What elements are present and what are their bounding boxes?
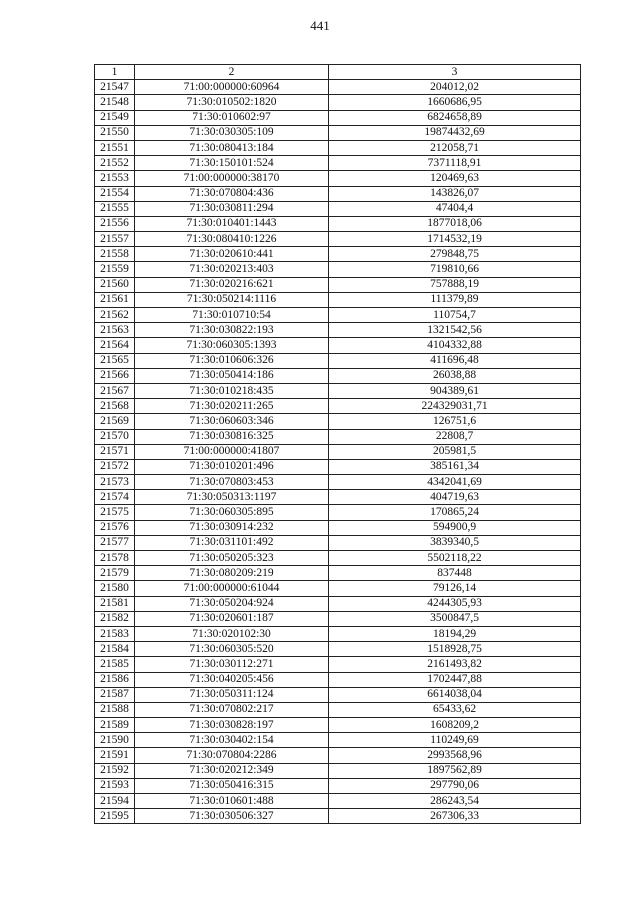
table-row [95, 596, 581, 611]
table-row [95, 718, 581, 733]
row-number-cell: 21570 [95, 429, 135, 444]
row-number-cell: 21554 [95, 186, 135, 201]
row-number-cell: 21591 [95, 748, 135, 763]
row-number-cell: 21594 [95, 794, 135, 809]
value-cell: 719810,66 [329, 262, 581, 277]
cadastral-number-cell: 71:30:050416:315 [135, 778, 329, 793]
row-number-cell: 21550 [95, 125, 135, 140]
row-number-cell: 21568 [95, 399, 135, 414]
row-number-cell: 21549 [95, 110, 135, 125]
value-cell: 1877018,06 [329, 216, 581, 231]
table-row [95, 368, 581, 383]
table-row [95, 399, 581, 414]
table-row [95, 505, 581, 520]
row-number-cell: 21577 [95, 535, 135, 550]
value-cell: 1608209,2 [329, 718, 581, 733]
cadastral-number-cell: 71:30:020211:265 [135, 399, 329, 414]
cadastral-number-cell: 71:30:020102:30 [135, 626, 329, 641]
cadastral-number-cell: 71:30:080209:219 [135, 566, 329, 581]
cadastral-number-cell: 71:30:070802:217 [135, 702, 329, 717]
cadastral-number-cell: 71:30:010606:326 [135, 353, 329, 368]
table-row [95, 566, 581, 581]
table-row [95, 429, 581, 444]
table-row [95, 323, 581, 338]
value-cell: 26038,88 [329, 368, 581, 383]
cadastral-number-cell: 71:30:030402:154 [135, 733, 329, 748]
cadastral-number-cell: 71:30:050205:323 [135, 551, 329, 566]
row-number-cell: 21547 [95, 80, 135, 95]
cadastral-number-cell: 71:30:150101:524 [135, 156, 329, 171]
row-number-cell: 21559 [95, 262, 135, 277]
column-header-2: 2 [135, 65, 329, 80]
row-number-cell: 21567 [95, 383, 135, 398]
row-number-cell: 21561 [95, 292, 135, 307]
cadastral-number-cell: 71:30:080413:184 [135, 140, 329, 155]
table-row [95, 201, 581, 216]
row-number-cell: 21585 [95, 657, 135, 672]
table-row [95, 156, 581, 171]
cadastral-number-cell: 71:30:030811:294 [135, 201, 329, 216]
table-header-row [95, 65, 581, 80]
cadastral-number-cell: 71:30:080410:1226 [135, 232, 329, 247]
row-number-cell: 21592 [95, 763, 135, 778]
row-number-cell: 21587 [95, 687, 135, 702]
table-row [95, 459, 581, 474]
table-row [95, 475, 581, 490]
row-number-cell: 21560 [95, 277, 135, 292]
table-row [95, 657, 581, 672]
table-body [95, 80, 581, 824]
row-number-cell: 21564 [95, 338, 135, 353]
value-cell: 204012,02 [329, 80, 581, 95]
cadastral-number-cell: 71:30:030816:325 [135, 429, 329, 444]
cadastral-number-cell: 71:30:030506:327 [135, 809, 329, 824]
value-cell: 79126,14 [329, 581, 581, 596]
value-cell: 4104332,88 [329, 338, 581, 353]
row-number-cell: 21555 [95, 201, 135, 216]
column-header-1: 1 [95, 65, 135, 80]
value-cell: 6824658,89 [329, 110, 581, 125]
table-row [95, 247, 581, 262]
cadastral-number-cell: 71:30:050313:1197 [135, 490, 329, 505]
value-cell: 594900,9 [329, 520, 581, 535]
value-cell: 385161,34 [329, 459, 581, 474]
table-row [95, 140, 581, 155]
row-number-cell: 21551 [95, 140, 135, 155]
value-cell: 1714532,19 [329, 232, 581, 247]
row-number-cell: 21590 [95, 733, 135, 748]
table-row [95, 490, 581, 505]
table-row [95, 702, 581, 717]
row-number-cell: 21578 [95, 551, 135, 566]
table-row [95, 383, 581, 398]
cadastral-number-cell: 71:30:020601:187 [135, 611, 329, 626]
row-number-cell: 21565 [95, 353, 135, 368]
cadastral-number-cell: 71:30:070804:436 [135, 186, 329, 201]
cadastral-number-cell: 71:30:030305:109 [135, 125, 329, 140]
value-cell: 1321542,56 [329, 323, 581, 338]
table-row [95, 186, 581, 201]
cadastral-number-cell: 71:30:010602:97 [135, 110, 329, 125]
row-number-cell: 21573 [95, 475, 135, 490]
table-row [95, 809, 581, 824]
row-number-cell: 21571 [95, 444, 135, 459]
table-row [95, 672, 581, 687]
table-row [95, 626, 581, 641]
row-number-cell: 21579 [95, 566, 135, 581]
value-cell: 2993568,96 [329, 748, 581, 763]
table-row [95, 687, 581, 702]
value-cell: 18194,29 [329, 626, 581, 641]
cadastral-number-cell: 71:30:010601:488 [135, 794, 329, 809]
table-row [95, 95, 581, 110]
value-cell: 267306,33 [329, 809, 581, 824]
table-row [95, 611, 581, 626]
cadastral-number-cell: 71:30:020213:403 [135, 262, 329, 277]
value-cell: 5502118,22 [329, 551, 581, 566]
cadastral-number-cell: 71:30:010218:435 [135, 383, 329, 398]
cadastral-number-cell: 71:30:030828:197 [135, 718, 329, 733]
value-cell: 411696,48 [329, 353, 581, 368]
row-number-cell: 21584 [95, 642, 135, 657]
row-number-cell: 21581 [95, 596, 135, 611]
value-cell: 1518928,75 [329, 642, 581, 657]
table-row [95, 308, 581, 323]
table-row [95, 292, 581, 307]
cadastral-number-cell: 71:00:000000:38170 [135, 171, 329, 186]
value-cell: 110754,7 [329, 308, 581, 323]
cadastral-number-cell: 71:30:031101:492 [135, 535, 329, 550]
cadastral-number-cell: 71:30:050311:124 [135, 687, 329, 702]
value-cell: 297790,06 [329, 778, 581, 793]
value-cell: 1702447,88 [329, 672, 581, 687]
value-cell: 3839340,5 [329, 535, 581, 550]
table-row [95, 794, 581, 809]
cadastral-number-cell: 71:00:000000:60964 [135, 80, 329, 95]
row-number-cell: 21582 [95, 611, 135, 626]
row-number-cell: 21595 [95, 809, 135, 824]
table-row [95, 444, 581, 459]
cadastral-number-cell: 71:30:070803:453 [135, 475, 329, 490]
value-cell: 111379,89 [329, 292, 581, 307]
row-number-cell: 21575 [95, 505, 135, 520]
cadastral-number-cell: 71:00:000000:61044 [135, 581, 329, 596]
column-header-3: 3 [329, 65, 581, 80]
value-cell: 286243,54 [329, 794, 581, 809]
value-cell: 126751,6 [329, 414, 581, 429]
value-cell: 4342041,69 [329, 475, 581, 490]
row-number-cell: 21562 [95, 308, 135, 323]
table-row [95, 338, 581, 353]
cadastral-number-cell: 71:30:060305:895 [135, 505, 329, 520]
value-cell: 110249,69 [329, 733, 581, 748]
value-cell: 170865,24 [329, 505, 581, 520]
table-row [95, 80, 581, 95]
value-cell: 65433,62 [329, 702, 581, 717]
row-number-cell: 21576 [95, 520, 135, 535]
value-cell: 212058,71 [329, 140, 581, 155]
value-cell: 1897562,89 [329, 763, 581, 778]
value-cell: 837448 [329, 566, 581, 581]
cadastral-number-cell: 71:30:020216:621 [135, 277, 329, 292]
table-row [95, 414, 581, 429]
row-number-cell: 21566 [95, 368, 135, 383]
table-row [95, 216, 581, 231]
table-row [95, 748, 581, 763]
cadastral-number-cell: 71:30:010401:1443 [135, 216, 329, 231]
cadastral-number-cell: 71:30:030822:193 [135, 323, 329, 338]
value-cell: 904389,61 [329, 383, 581, 398]
cadastral-number-cell: 71:30:010710:54 [135, 308, 329, 323]
table-row [95, 232, 581, 247]
value-cell: 757888,19 [329, 277, 581, 292]
row-number-cell: 21556 [95, 216, 135, 231]
cadastral-number-cell: 71:30:060603:346 [135, 414, 329, 429]
row-number-cell: 21586 [95, 672, 135, 687]
table-row [95, 110, 581, 125]
value-cell: 404719,63 [329, 490, 581, 505]
value-cell: 1660686,95 [329, 95, 581, 110]
table-row [95, 125, 581, 140]
value-cell: 224329031,71 [329, 399, 581, 414]
row-number-cell: 21574 [95, 490, 135, 505]
table-row [95, 535, 581, 550]
value-cell: 205981,5 [329, 444, 581, 459]
row-number-cell: 21572 [95, 459, 135, 474]
value-cell: 19874432,69 [329, 125, 581, 140]
row-number-cell: 21569 [95, 414, 135, 429]
row-number-cell: 21563 [95, 323, 135, 338]
cadastral-number-cell: 71:30:010201:496 [135, 459, 329, 474]
row-number-cell: 21548 [95, 95, 135, 110]
cadastral-number-cell: 71:30:040205:456 [135, 672, 329, 687]
value-cell: 279848,75 [329, 247, 581, 262]
value-cell: 6614038,04 [329, 687, 581, 702]
value-cell: 143826,07 [329, 186, 581, 201]
table-row [95, 778, 581, 793]
table-row [95, 277, 581, 292]
row-number-cell: 21557 [95, 232, 135, 247]
value-cell: 22808,7 [329, 429, 581, 444]
cadastral-number-cell: 71:30:030914:232 [135, 520, 329, 535]
value-cell: 7371118,91 [329, 156, 581, 171]
row-number-cell: 21593 [95, 778, 135, 793]
cadastral-number-cell: 71:30:010502:1820 [135, 95, 329, 110]
table-row [95, 581, 581, 596]
cadastral-number-cell: 71:30:050204:924 [135, 596, 329, 611]
cadastral-number-cell: 71:30:020610:441 [135, 247, 329, 262]
table-row [95, 171, 581, 186]
row-number-cell: 21580 [95, 581, 135, 596]
cadastral-number-cell: 71:30:020212:349 [135, 763, 329, 778]
table-row [95, 763, 581, 778]
cadastral-number-cell: 71:30:060305:1393 [135, 338, 329, 353]
row-number-cell: 21552 [95, 156, 135, 171]
value-cell: 3500847,5 [329, 611, 581, 626]
value-cell: 47404,4 [329, 201, 581, 216]
row-number-cell: 21583 [95, 626, 135, 641]
row-number-cell: 21589 [95, 718, 135, 733]
cadastral-number-cell: 71:30:050214:1116 [135, 292, 329, 307]
table-row [95, 520, 581, 535]
page-number: 441 [310, 18, 330, 33]
table-row [95, 353, 581, 368]
cadastral-number-cell: 71:00:000000:41807 [135, 444, 329, 459]
cadastral-number-cell: 71:30:030112:271 [135, 657, 329, 672]
registry-table [94, 64, 581, 824]
table-row [95, 733, 581, 748]
row-number-cell: 21553 [95, 171, 135, 186]
cadastral-number-cell: 71:30:050414:186 [135, 368, 329, 383]
table-row [95, 642, 581, 657]
row-number-cell: 21558 [95, 247, 135, 262]
value-cell: 120469,63 [329, 171, 581, 186]
table-row [95, 262, 581, 277]
value-cell: 2161493,82 [329, 657, 581, 672]
row-number-cell: 21588 [95, 702, 135, 717]
cadastral-number-cell: 71:30:060305:520 [135, 642, 329, 657]
table-row [95, 551, 581, 566]
cadastral-number-cell: 71:30:070804:2286 [135, 748, 329, 763]
value-cell: 4244305,93 [329, 596, 581, 611]
